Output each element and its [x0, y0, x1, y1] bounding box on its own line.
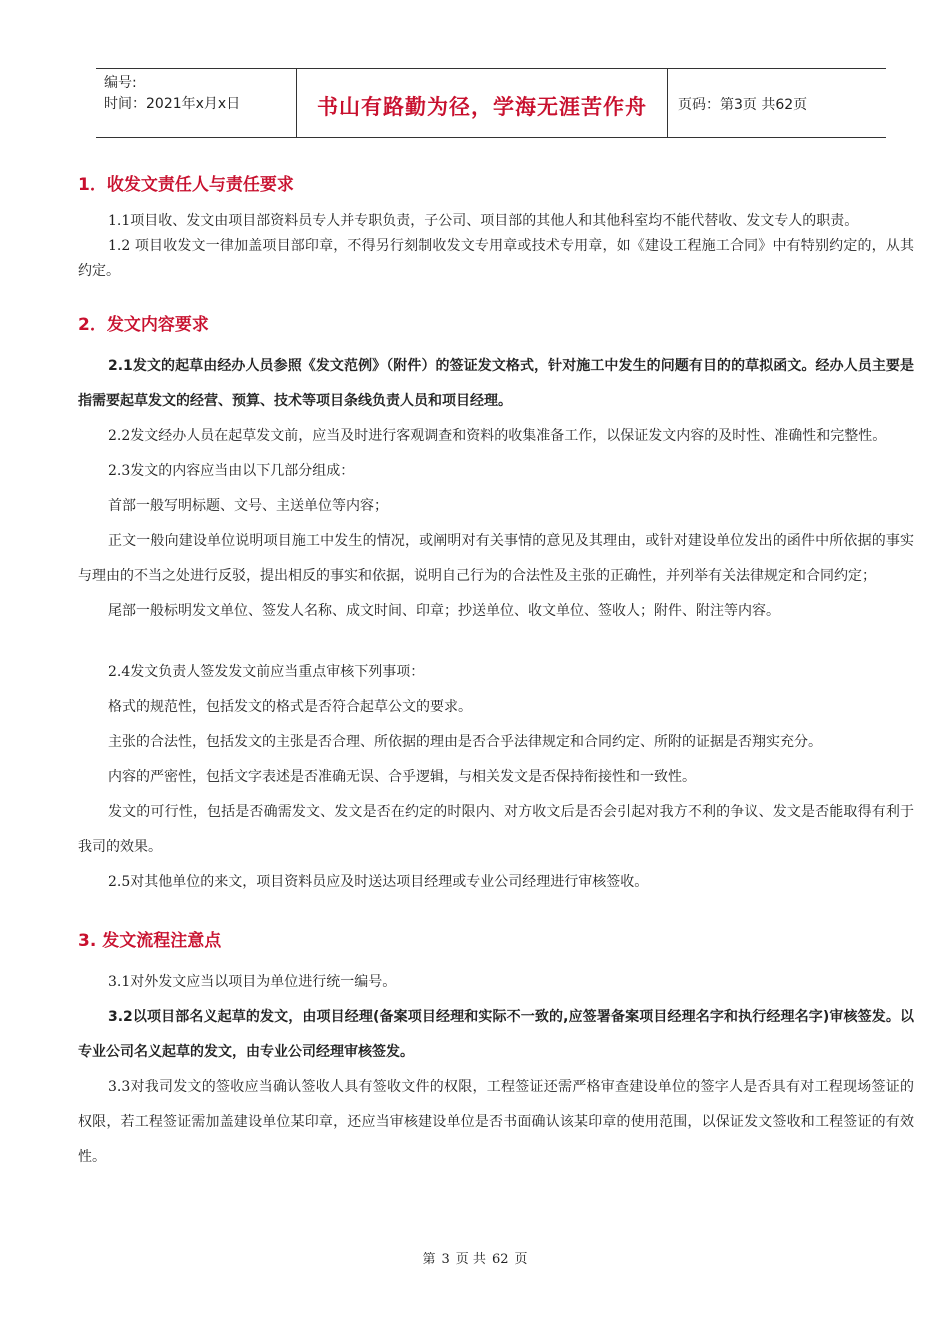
section-2-title: 2．发文内容要求 [78, 315, 209, 335]
section-3-title: 3. 发文流程注意点 [78, 931, 222, 951]
paragraph-2-4-feasibility: 发文的可行性，包括是否确需发文、发文是否在约定的时限内、对方收文后是否会引起对我方不利的争议、发文是否能取得有利于我司的效果。 [78, 804, 914, 855]
document-body [78, 160, 914, 1175]
footer-mid: 页 共 [455, 1252, 486, 1267]
header-motto: 书山有路勤为径，学海无涯苦作舟 [317, 95, 647, 119]
header-motto-cell [297, 69, 668, 137]
footer-prefix: 第 [422, 1252, 436, 1267]
paragraph-2-4-rigor: 内容的严密性，包括文字表述是否准确无误、合乎逻辑，与相关发文是否保持衔接性和一致性。 [108, 769, 696, 785]
paragraph-1-1: 1.1项目收、发文由项目部资料员专人并专职负责，子公司、项目部的其他人和其他科室均不能代替收、发文专人的职责。 [108, 213, 859, 229]
paragraph-3-2: 3.2以项目部名义起草的发文，由项目经理(备案项目经理和实际不一致的,应签署备案项目经理名字和执行经理名字)审核签发。以专业公司名义起草的发文，由专业公司经理审核签发。 [78, 1009, 914, 1060]
paragraph-2-3: 2.3发文的内容应当由以下几部分组成： [108, 463, 355, 479]
paragraph-2-4: 2.4发文负责人签发发文前应当重点审核下列事项： [108, 664, 425, 680]
footer-page-number: 3 [441, 1252, 450, 1267]
paragraph-2-1: 2.1发文的起草由经办人员参照《发文范例》（附件）的签证发文格式，针对施工中发生的问题有目的的草拟函文。经办人员主要是指需要起草发文的经营、预算、技术等项目条线负责人员和项目经理。 [78, 358, 914, 409]
paragraph-2-2: 2.2发文经办人员在起草发文前，应当及时进行客观调查和资料的收集准备工作，以保证发文内容的及时性、准确性和完整性。 [108, 428, 887, 444]
paragraph-2-3-body: 正文一般向建设单位说明项目施工中发生的情况，或阐明对有关事情的意见及其理由，或针对建设单位发出的函件中所依据的事实与理由的不当之处进行反驳，提出相反的事实和依据，说明自己行为的合法性及主张的正确性，并列举有关法律规定和合同约定； [78, 533, 914, 584]
page-footer [0, 1248, 950, 1267]
paragraph-2-4-format: 格式的规范性，包括发文的格式是否符合起草公文的要求。 [108, 699, 472, 715]
doc-number-label: 编号: [104, 75, 137, 91]
paragraph-2-3-tail: 尾部一般标明发文单位、签发人名称、成文时间、印章；抄送单位、收文单位、签收人；附件、附注等内容。 [108, 603, 780, 619]
header-page-cell [668, 69, 886, 137]
footer-suffix: 页 [514, 1252, 528, 1267]
paragraph-2-5: 2.5对其他单位的来文，项目资料员应及时送达项目经理或专业公司经理进行审核签收。 [108, 874, 649, 890]
paragraph-2-3-head: 首部一般写明标题、文号、主送单位等内容； [108, 498, 388, 514]
paragraph-3-3: 3.3对我司发文的签收应当确认签收人具有签收文件的权限，工程签证还需严格审查建设单位的签字人是否具有对工程现场签证的权限，若工程签证需加盖建设单位某印章，还应当审核建设单位是否书面确认该某印章的使用范围，以保证发文签收和工程签证的有效性。 [78, 1079, 914, 1165]
section-1-title: 1．收发文责任人与责任要求 [78, 175, 294, 195]
page-header [96, 68, 886, 138]
paragraph-1-2: 1.2 项目收发文一律加盖项目部印章，不得另行刻制收发文专用章或技术专用章，如《建设工程施工合同》中有特别约定的，从其约定。 [78, 238, 914, 279]
footer-total-pages: 62 [491, 1252, 509, 1267]
header-page-label: 页码：第3页 共62页 [678, 97, 808, 113]
header-meta-cell [96, 69, 297, 137]
doc-time-label: 时间：2021年x月x日 [104, 96, 241, 112]
paragraph-3-1: 3.1对外发文应当以项目为单位进行统一编号。 [108, 974, 397, 990]
paragraph-2-4-legality: 主张的合法性，包括发文的主张是否合理、所依据的理由是否合乎法律规定和合同约定、所附的证据是否翔实充分。 [108, 734, 822, 750]
